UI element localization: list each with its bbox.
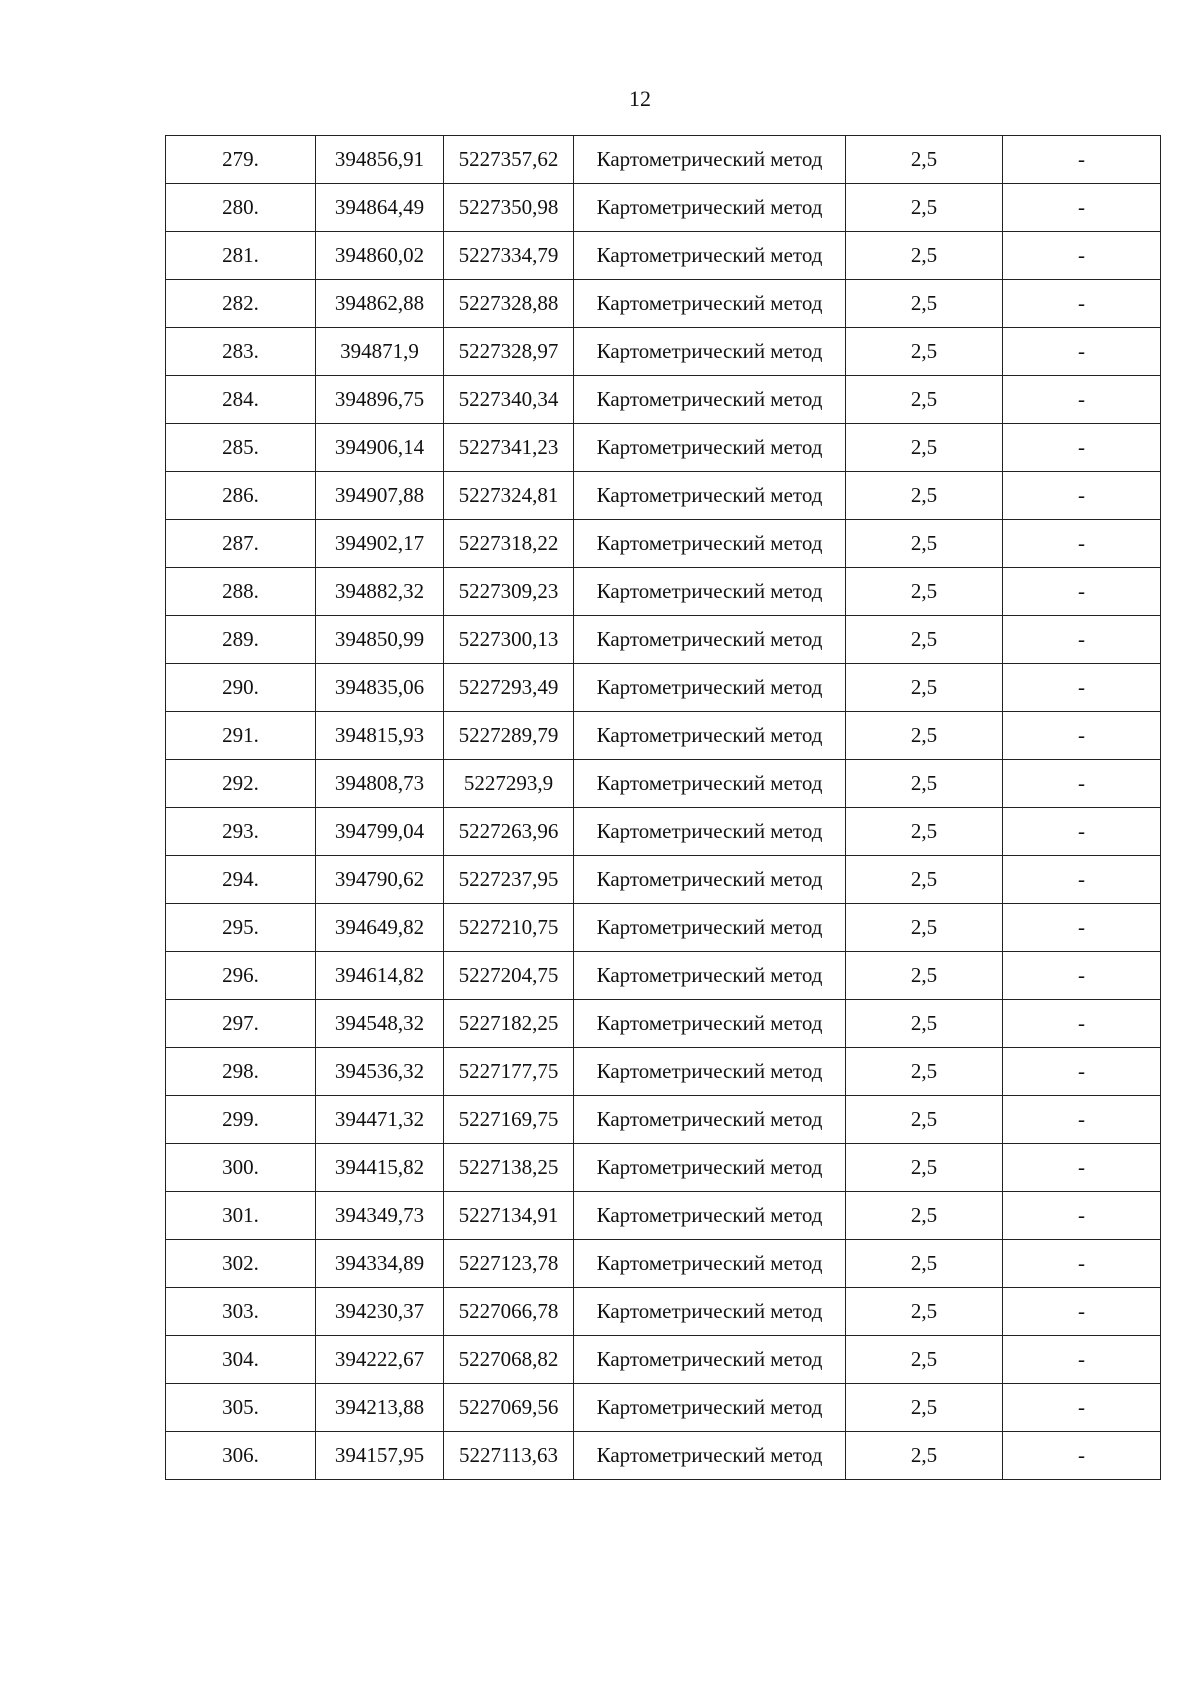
x-coordinate-cell: 394415,82 [316, 1144, 444, 1192]
x-coordinate-cell: 394213,88 [316, 1384, 444, 1432]
method-cell: Картометрический метод [574, 952, 846, 1000]
point-number-cell: 282. [166, 280, 316, 328]
accuracy-cell: 2,5 [846, 1048, 1003, 1096]
y-coordinate-cell: 5227350,98 [444, 184, 574, 232]
note-cell: - [1003, 808, 1161, 856]
point-number-cell: 296. [166, 952, 316, 1000]
y-coordinate-cell: 5227177,75 [444, 1048, 574, 1096]
y-coordinate-cell: 5227318,22 [444, 520, 574, 568]
method-cell: Картометрический метод [574, 232, 846, 280]
method-cell: Картометрический метод [574, 616, 846, 664]
x-coordinate-cell: 394334,89 [316, 1240, 444, 1288]
y-coordinate-cell: 5227210,75 [444, 904, 574, 952]
table-row [166, 1288, 1161, 1336]
method-cell: Картометрический метод [574, 1336, 846, 1384]
x-coordinate-cell: 394808,73 [316, 760, 444, 808]
note-cell: - [1003, 1240, 1161, 1288]
accuracy-cell: 2,5 [846, 1384, 1003, 1432]
point-number-cell: 306. [166, 1432, 316, 1480]
table-row [166, 952, 1161, 1000]
point-number-cell: 287. [166, 520, 316, 568]
y-coordinate-cell: 5227066,78 [444, 1288, 574, 1336]
x-coordinate-cell: 394649,82 [316, 904, 444, 952]
table-row [166, 712, 1161, 760]
point-number-cell: 279. [166, 136, 316, 184]
x-coordinate-cell: 394835,06 [316, 664, 444, 712]
note-cell: - [1003, 1336, 1161, 1384]
table-row [166, 1432, 1161, 1480]
method-cell: Картометрический метод [574, 424, 846, 472]
y-coordinate-cell: 5227123,78 [444, 1240, 574, 1288]
point-number-cell: 303. [166, 1288, 316, 1336]
x-coordinate-cell: 394799,04 [316, 808, 444, 856]
method-cell: Картометрический метод [574, 760, 846, 808]
accuracy-cell: 2,5 [846, 1144, 1003, 1192]
method-cell: Картометрический метод [574, 904, 846, 952]
method-cell: Картометрический метод [574, 856, 846, 904]
table-row [166, 904, 1161, 952]
accuracy-cell: 2,5 [846, 712, 1003, 760]
table-row [166, 1192, 1161, 1240]
accuracy-cell: 2,5 [846, 1336, 1003, 1384]
method-cell: Картометрический метод [574, 136, 846, 184]
table-row [166, 472, 1161, 520]
point-number-cell: 286. [166, 472, 316, 520]
accuracy-cell: 2,5 [846, 568, 1003, 616]
note-cell: - [1003, 760, 1161, 808]
point-number-cell: 301. [166, 1192, 316, 1240]
accuracy-cell: 2,5 [846, 760, 1003, 808]
page-number: 12 [629, 86, 651, 111]
table-row [166, 808, 1161, 856]
method-cell: Картометрический метод [574, 1432, 846, 1480]
x-coordinate-cell: 394157,95 [316, 1432, 444, 1480]
point-number-cell: 291. [166, 712, 316, 760]
note-cell: - [1003, 952, 1161, 1000]
point-number-cell: 293. [166, 808, 316, 856]
x-coordinate-cell: 394902,17 [316, 520, 444, 568]
point-number-cell: 290. [166, 664, 316, 712]
method-cell: Картометрический метод [574, 568, 846, 616]
accuracy-cell: 2,5 [846, 520, 1003, 568]
x-coordinate-cell: 394864,49 [316, 184, 444, 232]
table-row [166, 520, 1161, 568]
table-row [166, 184, 1161, 232]
accuracy-cell: 2,5 [846, 1192, 1003, 1240]
accuracy-cell: 2,5 [846, 1000, 1003, 1048]
method-cell: Картометрический метод [574, 328, 846, 376]
point-number-cell: 280. [166, 184, 316, 232]
y-coordinate-cell: 5227293,49 [444, 664, 574, 712]
note-cell: - [1003, 712, 1161, 760]
y-coordinate-cell: 5227357,62 [444, 136, 574, 184]
point-number-cell: 297. [166, 1000, 316, 1048]
method-cell: Картометрический метод [574, 1096, 846, 1144]
accuracy-cell: 2,5 [846, 136, 1003, 184]
x-coordinate-cell: 394349,73 [316, 1192, 444, 1240]
method-cell: Картометрический метод [574, 664, 846, 712]
note-cell: - [1003, 136, 1161, 184]
accuracy-cell: 2,5 [846, 664, 1003, 712]
table-row [166, 1048, 1161, 1096]
note-cell: - [1003, 1096, 1161, 1144]
point-number-cell: 284. [166, 376, 316, 424]
accuracy-cell: 2,5 [846, 1288, 1003, 1336]
y-coordinate-cell: 5227263,96 [444, 808, 574, 856]
method-cell: Картометрический метод [574, 1288, 846, 1336]
x-coordinate-cell: 394862,88 [316, 280, 444, 328]
x-coordinate-cell: 394790,62 [316, 856, 444, 904]
note-cell: - [1003, 1288, 1161, 1336]
table-row [166, 1144, 1161, 1192]
note-cell: - [1003, 328, 1161, 376]
y-coordinate-cell: 5227237,95 [444, 856, 574, 904]
accuracy-cell: 2,5 [846, 952, 1003, 1000]
y-coordinate-cell: 5227341,23 [444, 424, 574, 472]
note-cell: - [1003, 424, 1161, 472]
point-number-cell: 302. [166, 1240, 316, 1288]
y-coordinate-cell: 5227138,25 [444, 1144, 574, 1192]
point-number-cell: 289. [166, 616, 316, 664]
method-cell: Картометрический метод [574, 280, 846, 328]
y-coordinate-cell: 5227328,88 [444, 280, 574, 328]
method-cell: Картометрический метод [574, 1192, 846, 1240]
y-coordinate-cell: 5227328,97 [444, 328, 574, 376]
accuracy-cell: 2,5 [846, 232, 1003, 280]
y-coordinate-cell: 5227340,34 [444, 376, 574, 424]
y-coordinate-cell: 5227309,23 [444, 568, 574, 616]
y-coordinate-cell: 5227068,82 [444, 1336, 574, 1384]
point-number-cell: 299. [166, 1096, 316, 1144]
method-cell: Картометрический метод [574, 1000, 846, 1048]
x-coordinate-cell: 394907,88 [316, 472, 444, 520]
table-row [166, 328, 1161, 376]
x-coordinate-cell: 394882,32 [316, 568, 444, 616]
method-cell: Картометрический метод [574, 520, 846, 568]
note-cell: - [1003, 856, 1161, 904]
note-cell: - [1003, 472, 1161, 520]
note-cell: - [1003, 1144, 1161, 1192]
table-row [166, 232, 1161, 280]
table-row [166, 1000, 1161, 1048]
point-number-cell: 292. [166, 760, 316, 808]
x-coordinate-cell: 394548,32 [316, 1000, 444, 1048]
y-coordinate-cell: 5227204,75 [444, 952, 574, 1000]
y-coordinate-cell: 5227324,81 [444, 472, 574, 520]
y-coordinate-cell: 5227169,75 [444, 1096, 574, 1144]
table-row [166, 280, 1161, 328]
accuracy-cell: 2,5 [846, 280, 1003, 328]
point-number-cell: 304. [166, 1336, 316, 1384]
point-number-cell: 300. [166, 1144, 316, 1192]
table-row [166, 1336, 1161, 1384]
y-coordinate-cell: 5227182,25 [444, 1000, 574, 1048]
y-coordinate-cell: 5227069,56 [444, 1384, 574, 1432]
note-cell: - [1003, 616, 1161, 664]
method-cell: Картометрический метод [574, 1048, 846, 1096]
accuracy-cell: 2,5 [846, 616, 1003, 664]
accuracy-cell: 2,5 [846, 376, 1003, 424]
accuracy-cell: 2,5 [846, 424, 1003, 472]
note-cell: - [1003, 664, 1161, 712]
table-row [166, 760, 1161, 808]
note-cell: - [1003, 1000, 1161, 1048]
x-coordinate-cell: 394860,02 [316, 232, 444, 280]
method-cell: Картометрический метод [574, 1240, 846, 1288]
table-row [166, 568, 1161, 616]
point-number-cell: 281. [166, 232, 316, 280]
table-row [166, 1096, 1161, 1144]
table-row [166, 616, 1161, 664]
x-coordinate-cell: 394230,37 [316, 1288, 444, 1336]
note-cell: - [1003, 1384, 1161, 1432]
y-coordinate-cell: 5227289,79 [444, 712, 574, 760]
method-cell: Картометрический метод [574, 808, 846, 856]
accuracy-cell: 2,5 [846, 904, 1003, 952]
table-row [166, 376, 1161, 424]
note-cell: - [1003, 184, 1161, 232]
accuracy-cell: 2,5 [846, 856, 1003, 904]
method-cell: Картометрический метод [574, 712, 846, 760]
point-number-cell: 283. [166, 328, 316, 376]
method-cell: Картометрический метод [574, 184, 846, 232]
y-coordinate-cell: 5227293,9 [444, 760, 574, 808]
coordinates-table [165, 135, 1161, 1480]
x-coordinate-cell: 394896,75 [316, 376, 444, 424]
accuracy-cell: 2,5 [846, 184, 1003, 232]
x-coordinate-cell: 394815,93 [316, 712, 444, 760]
table-row [166, 856, 1161, 904]
y-coordinate-cell: 5227113,63 [444, 1432, 574, 1480]
x-coordinate-cell: 394906,14 [316, 424, 444, 472]
x-coordinate-cell: 394536,32 [316, 1048, 444, 1096]
note-cell: - [1003, 1192, 1161, 1240]
x-coordinate-cell: 394222,67 [316, 1336, 444, 1384]
point-number-cell: 298. [166, 1048, 316, 1096]
y-coordinate-cell: 5227134,91 [444, 1192, 574, 1240]
accuracy-cell: 2,5 [846, 472, 1003, 520]
y-coordinate-cell: 5227300,13 [444, 616, 574, 664]
table-body [166, 136, 1161, 1480]
accuracy-cell: 2,5 [846, 328, 1003, 376]
x-coordinate-cell: 394471,32 [316, 1096, 444, 1144]
x-coordinate-cell: 394850,99 [316, 616, 444, 664]
point-number-cell: 288. [166, 568, 316, 616]
point-number-cell: 294. [166, 856, 316, 904]
x-coordinate-cell: 394614,82 [316, 952, 444, 1000]
table-row [166, 1240, 1161, 1288]
note-cell: - [1003, 568, 1161, 616]
table-row [166, 664, 1161, 712]
note-cell: - [1003, 280, 1161, 328]
accuracy-cell: 2,5 [846, 1432, 1003, 1480]
table-row [166, 424, 1161, 472]
method-cell: Картометрический метод [574, 1384, 846, 1432]
note-cell: - [1003, 904, 1161, 952]
method-cell: Картометрический метод [574, 376, 846, 424]
note-cell: - [1003, 376, 1161, 424]
note-cell: - [1003, 1048, 1161, 1096]
note-cell: - [1003, 520, 1161, 568]
method-cell: Картометрический метод [574, 1144, 846, 1192]
accuracy-cell: 2,5 [846, 1096, 1003, 1144]
point-number-cell: 305. [166, 1384, 316, 1432]
note-cell: - [1003, 1432, 1161, 1480]
x-coordinate-cell: 394856,91 [316, 136, 444, 184]
table-row [166, 136, 1161, 184]
point-number-cell: 285. [166, 424, 316, 472]
note-cell: - [1003, 232, 1161, 280]
accuracy-cell: 2,5 [846, 1240, 1003, 1288]
x-coordinate-cell: 394871,9 [316, 328, 444, 376]
y-coordinate-cell: 5227334,79 [444, 232, 574, 280]
point-number-cell: 295. [166, 904, 316, 952]
accuracy-cell: 2,5 [846, 808, 1003, 856]
table-row [166, 1384, 1161, 1432]
method-cell: Картометрический метод [574, 472, 846, 520]
